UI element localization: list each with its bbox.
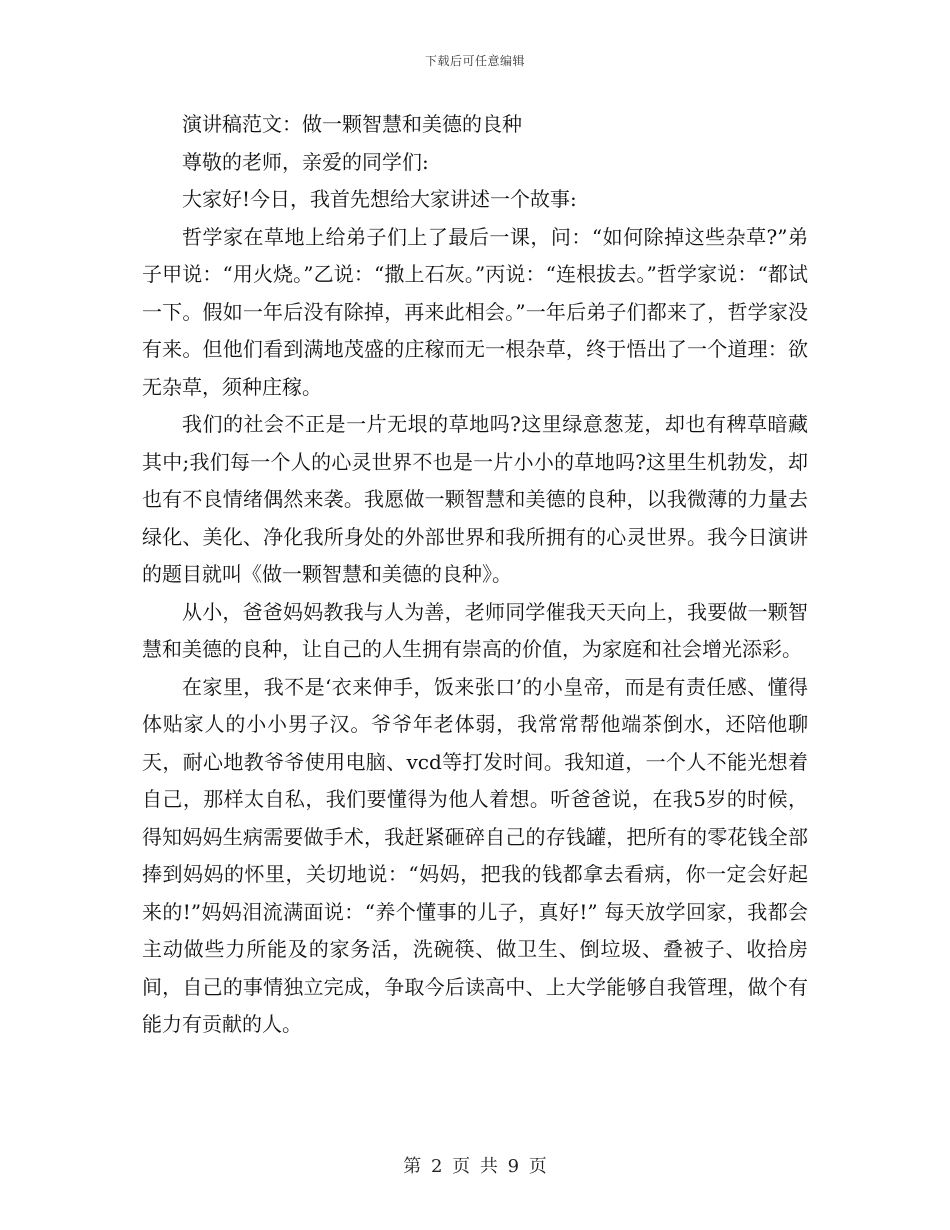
paragraph-upbringing: 从小，爸爸妈妈教我与人为善，老师同学催我天天向上，我要做一颗智慧和美德的良种，让自己的人生拥有崇高的价值，为家庭和社会增光添彩。 [142, 599, 808, 661]
paragraph-greeting: 大家好!今日，我首先想给大家讲述一个故事: [182, 187, 577, 211]
document-body [142, 106, 808, 1044]
page-header-note: 下载后可任意编辑 [424, 54, 525, 68]
document-title: 演讲稿范文：做一颗智慧和美德的良种 [182, 112, 522, 136]
paragraph-at-home: 在家里，我不是‘衣来伸手，饭来张口’的小皇帝，而是有责任感、懂得体贴家人的小小男子汉。爷爷年老体弱，我常常帮他端茶倒水，还陪他聊天，耐心地教爷爷使用电脑、vcd等打发时间。我知道，一个人不能光想着自己，那样太自私，我们要懂得为他人着想。听爸爸说，在我5岁的时候，得知妈妈生病需要做手术，我赶紧砸碎自己的存钱罐，把所有的零花钱全部捧到妈妈的怀里，关切地说：“妈妈，把我的钱都拿去看病，你一定会好起来的!”妈妈泪流满面说：“养个懂事的儿子，真好!” 每天放学回家，我都会主动做些力所能及的家务活，洗碗筷、做卫生、倒垃圾、叠被子、收拾房间，自己的事情独立完成，争取今后读高中、上大学能够自我管理，做个有能力有贡献的人。 [142, 674, 808, 1036]
paragraph-society: 我们的社会不正是一片无垠的草地吗?这里绿意葱茏，却也有稗草暗藏其中;我们每一个人的心灵世界不也是一片小小的草地吗?这里生机勃发，却也有不良情绪偶然来袭。我愿做一颗智慧和美德的良种，以我微薄的力量去绿化、美化、净化我所身处的外部世界和我所拥有的心灵世界。我今日演讲的题目就叫《做一颗智慧和美德的良种》。 [142, 412, 808, 586]
page-number: 第 2 页 共 9 页 [403, 1156, 547, 1177]
paragraph-salutation: 尊敬的老师，亲爱的同学们: [182, 149, 429, 174]
paragraph-story: 哲学家在草地上给弟子们上了最后一课，问：“如何除掉这些杂草?”弟子甲说：“用火烧。”乙说：“撒上石灰。”丙说：“连根拔去。”哲学家说：“都试一下。假如一年后没有除掉，再来此相会。”一年后弟子们都来了，哲学家没有来。但他们看到满地茂盛的庄稼而无一根杂草，终于悟出了一个道理：欲无杂草，须种庄稼。 [142, 224, 808, 399]
